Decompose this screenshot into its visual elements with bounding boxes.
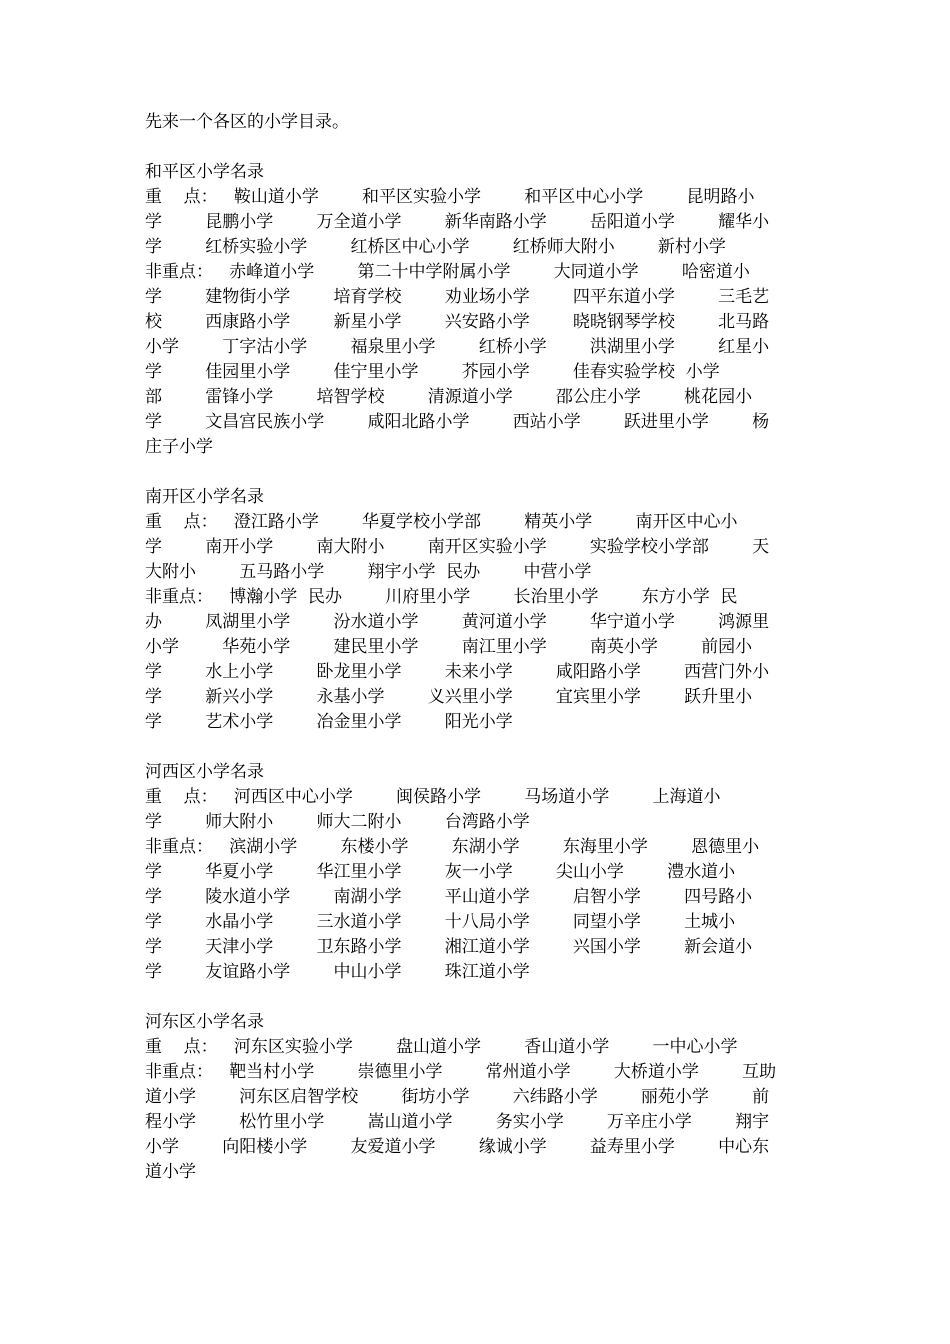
school-list-line: 学 友谊路小学 中山小学 珠江道小学 [145,962,530,982]
school-list-line: 小学 华苑小学 建民里小学 南江里小学 南英小学 前园小 [145,637,753,657]
school-list-line: 非重点： 靶当村小学 崇德里小学 常州道小学 大桥道小学 互助 [145,1062,777,1082]
school-list-line: 部 雷锋小学 培智学校 清源道小学 邵公庄小学 桃花园小 [145,387,753,407]
intro-line: 先来一个各区的小学目录。 [145,112,349,132]
section-title: 南开区小学名录 [145,487,264,507]
district-section [145,485,825,760]
school-list-line: 学 华夏小学 华江里小学 灰一小学 尖山小学 澧水道小 [145,862,736,882]
school-list-line: 重 点： 河西区中心小学 闽侯路小学 马场道小学 上海道小 [145,787,721,807]
school-list-line: 学 师大附小 师大二附小 台湾路小学 [145,812,530,832]
spacer [145,135,825,160]
district-section [145,1010,825,1185]
school-list-line: 学 昆鹏小学 万全道小学 新华南路小学 岳阳道小学 耀华小 [145,212,770,232]
school-list-line: 学 红桥实验小学 红桥区中心小学 红桥师大附小 新村小学 [145,237,726,257]
school-list-line: 重 点： 河东区实验小学 盘山道小学 香山道小学 一中心小学 [145,1037,738,1057]
school-list-line: 学 天津小学 卫东路小学 湘江道小学 兴国小学 新会道小 [145,937,753,957]
school-list-line: 重 点： 澄江路小学 华夏学校小学部 精英小学 南开区中心小 [145,512,738,532]
school-list-line: 程小学 松竹里小学 嵩山道小学 务实小学 万辛庄小学 翔宇 [145,1112,770,1132]
school-list-line: 非重点： 赤峰道小学 第二十中学附属小学 大同道小学 哈密道小 [145,262,750,282]
section-title: 河东区小学名录 [145,1012,264,1032]
school-list-line: 道小学 河东区启智学校 街坊小学 六纬路小学 丽苑小学 前 [145,1087,770,1107]
school-list-line: 大附小 五马路小学 翔宇小学 民办 中营小学 [145,562,592,582]
school-list-line: 办 凤湖里小学 汾水道小学 黄河道小学 华宁道小学 鸿源里 [145,612,770,632]
document-page [145,110,825,1185]
spacer [145,985,825,1010]
spacer [145,460,825,485]
school-list-line: 非重点： 博瀚小学 民办 川府里小学 长治里小学 东方小学 民 [145,587,738,607]
district-sections [145,160,825,1185]
school-list-line: 学 建物街小学 培育学校 劝业场小学 四平东道小学 三毛艺 [145,287,770,307]
school-list-line: 学 文昌宫民族小学 咸阳北路小学 西站小学 跃进里小学 杨 [145,412,770,432]
school-list-line: 学 陵水道小学 南湖小学 平山道小学 启智小学 四号路小 [145,887,753,907]
school-list-line: 重 点： 鞍山道小学 和平区实验小学 和平区中心小学 昆明路小 [145,187,755,207]
school-list-line: 学 水上小学 卧龙里小学 未来小学 咸阳路小学 西营门外小 [145,662,770,682]
school-list-line: 学 艺术小学 冶金里小学 阳光小学 [145,712,513,732]
spacer [145,735,825,760]
school-list-line: 庄子小学 [145,437,213,457]
district-section [145,160,825,485]
school-list-line: 学 南开小学 南大附小 南开区实验小学 实验学校小学部 天 [145,537,770,557]
school-list-line: 学 水晶小学 三水道小学 十八局小学 同望小学 土城小 [145,912,736,932]
school-list-line: 小学 丁字沽小学 福泉里小学 红桥小学 洪湖里小学 红星小 [145,337,770,357]
school-list-line: 学 新兴小学 永基小学 义兴里小学 宜宾里小学 跃升里小 [145,687,753,707]
school-list-line: 校 西康路小学 新星小学 兴安路小学 晓晓钢琴学校 北马路 [145,312,770,332]
school-list-line: 道小学 [145,1162,196,1182]
section-title: 河西区小学名录 [145,762,264,782]
school-list-line: 学 佳园里小学 佳宁里小学 芥园小学 佳春实验学校 小学 [145,362,720,382]
district-section [145,760,825,1010]
school-list-line: 非重点： 滨湖小学 东楼小学 东湖小学 东海里小学 恩德里小 [145,837,760,857]
section-title: 和平区小学名录 [145,162,264,182]
school-list-line: 小学 向阳楼小学 友爱道小学 缘诚小学 益寿里小学 中心东 [145,1137,770,1157]
